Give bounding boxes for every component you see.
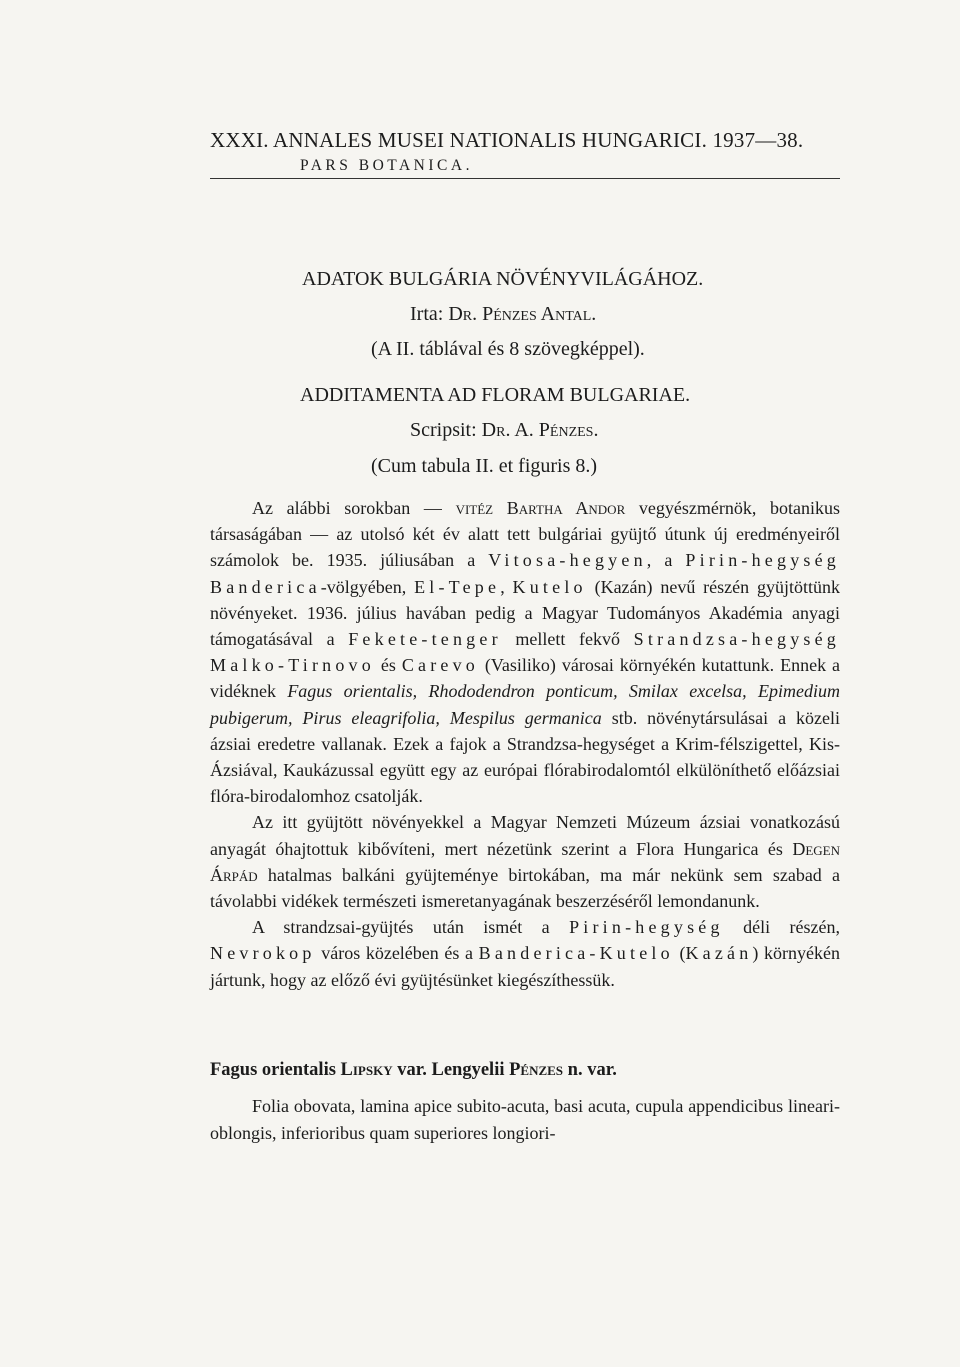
place-name: Pirin-hegység xyxy=(685,550,840,571)
variety-author: Pénzes xyxy=(509,1060,564,1080)
latin-paragraph: Folia obovata, lamina apice subito-acuta, basi acuta, cupula appendicibus lineari-oblongis, inferioribus quam superiores longiori- xyxy=(210,1096,840,1143)
place-name: Banderica xyxy=(210,576,321,597)
text-run: és xyxy=(374,655,402,676)
text-run: ) környékén jártunk, hogy az előző évi gyüjtésünket kiegészíthessük. xyxy=(210,943,840,990)
author-name-latin: Dr. A. Pénzes. xyxy=(481,419,599,441)
latin-description xyxy=(210,1093,840,1146)
author-line-latin xyxy=(410,419,598,442)
text-run: mellett fekvő xyxy=(501,629,634,650)
place-name: El-Tepe xyxy=(414,576,501,597)
text-run: város közelében és a xyxy=(315,943,479,964)
journal-section: PARS BOTANICA. xyxy=(300,157,473,174)
species-author: Lipsky xyxy=(340,1060,393,1080)
paragraph-3 xyxy=(210,914,840,993)
text-run: Az itt gyüjtött növényekkel a Magyar Nemzeti Múzeum ázsiai vonatkozású anyagát óhajtottuk kibővíteni, mert nézetünk szerint a Flora Hungarica és xyxy=(210,812,840,859)
place-name: Fekete-tenger xyxy=(348,629,502,650)
text-run: , a xyxy=(646,550,686,571)
text-run: , xyxy=(500,576,513,597)
author-prefix-latin: Scripsit: xyxy=(410,419,482,441)
person-name: Degen Árpád xyxy=(210,838,840,885)
place-name: Kazán xyxy=(685,943,753,964)
journal-title: XXXI. ANNALES MUSEI NATIONALIS HUNGARICI. 1937—38. xyxy=(210,128,804,152)
species-name: Fagus orientalis xyxy=(210,1060,341,1080)
variety-suffix: n. var. xyxy=(563,1060,617,1080)
place-name: Banderica-Kutelo xyxy=(478,943,674,964)
plate-note-latin: (Cum tabula II. et figuris 8.) xyxy=(371,455,598,477)
text-run: A strandzsai-gyüjtés után ismét a xyxy=(252,917,570,938)
place-name: Nevrokop xyxy=(210,943,316,964)
species-list: Fagus orientalis, Rhododendron ponticum, Smilax excelsa, Epimedium pubigerum, Pirus eleagrifolia, Mespilus germanica xyxy=(210,681,840,728)
text-run: vegyészmérnök, botanikus társaságában — az utolsó két év alatt tett bulgáriai gyüjtő útunk új eredményeiről számolok be. 1935. júliusában a xyxy=(210,498,840,571)
title-hungarian: ADATOK BULGÁRIA NÖVÉNYVILÁGÁHOZ. xyxy=(302,268,704,290)
text-run: ( xyxy=(673,943,686,964)
place-name: Malko-Tirnovo xyxy=(210,655,375,676)
text-run: (Kazán) nevű részén gyüjtöttünk növényeket. 1936. július havában pedig a Magyar Tudományos Akadémia anyagi támogatásával a xyxy=(210,576,840,650)
text-run: Az alábbi sorokban — xyxy=(252,498,456,518)
title-latin: ADDITAMENTA AD FLORAM BULGARIAE. xyxy=(300,384,691,406)
place-name: Carevo xyxy=(401,655,479,676)
person-name: vitéz Bartha Andor xyxy=(455,498,626,518)
text-run: hatalmas balkáni gyüjteménye birtokában, ma már nekünk sem szabad a távolabbi vidékek természeti ismeretanyagának beszerzéséről lemondanunk. xyxy=(210,864,840,912)
species-heading xyxy=(210,1060,840,1081)
author-line-hungarian xyxy=(410,303,596,326)
place-name: Strandzsa-hegység xyxy=(633,629,841,650)
text-run: (Vasiliko) városai környékén kutattunk. Ennek a vidéknek xyxy=(210,655,840,702)
author-prefix-hungarian: Irta: xyxy=(410,303,449,325)
variety-name: var. Lengyelii xyxy=(392,1060,510,1080)
text-run: stb. növénytársulásai a közeli ázsiai eredetre vallanak. Ezek a fajok a Strandzsa-hegységet a Krim-félszigettel, Kis-Ázsiával, Kaukázussal együtt egy az európai flórabirodalomtól elkülöníthető előázsiai flóra-birodalomhoz csatolják. xyxy=(210,707,840,807)
text-run: -völgyében, xyxy=(320,576,415,597)
place-name: Pirin-hegység xyxy=(569,917,724,938)
author-name-hungarian: Dr. Pénzes Antal. xyxy=(448,303,597,325)
header-rule xyxy=(210,178,840,179)
place-name: Kutelo xyxy=(512,576,587,597)
plate-note-hungarian: (A II. táblával és 8 szövegképpel). xyxy=(371,338,645,360)
text-run: déli részén, xyxy=(723,917,840,938)
journal-header xyxy=(210,128,840,175)
paragraph-2 xyxy=(210,809,840,914)
article-body xyxy=(210,495,840,993)
paragraph-1 xyxy=(210,495,840,809)
place-name: Vitosa-hegyen xyxy=(488,550,647,571)
